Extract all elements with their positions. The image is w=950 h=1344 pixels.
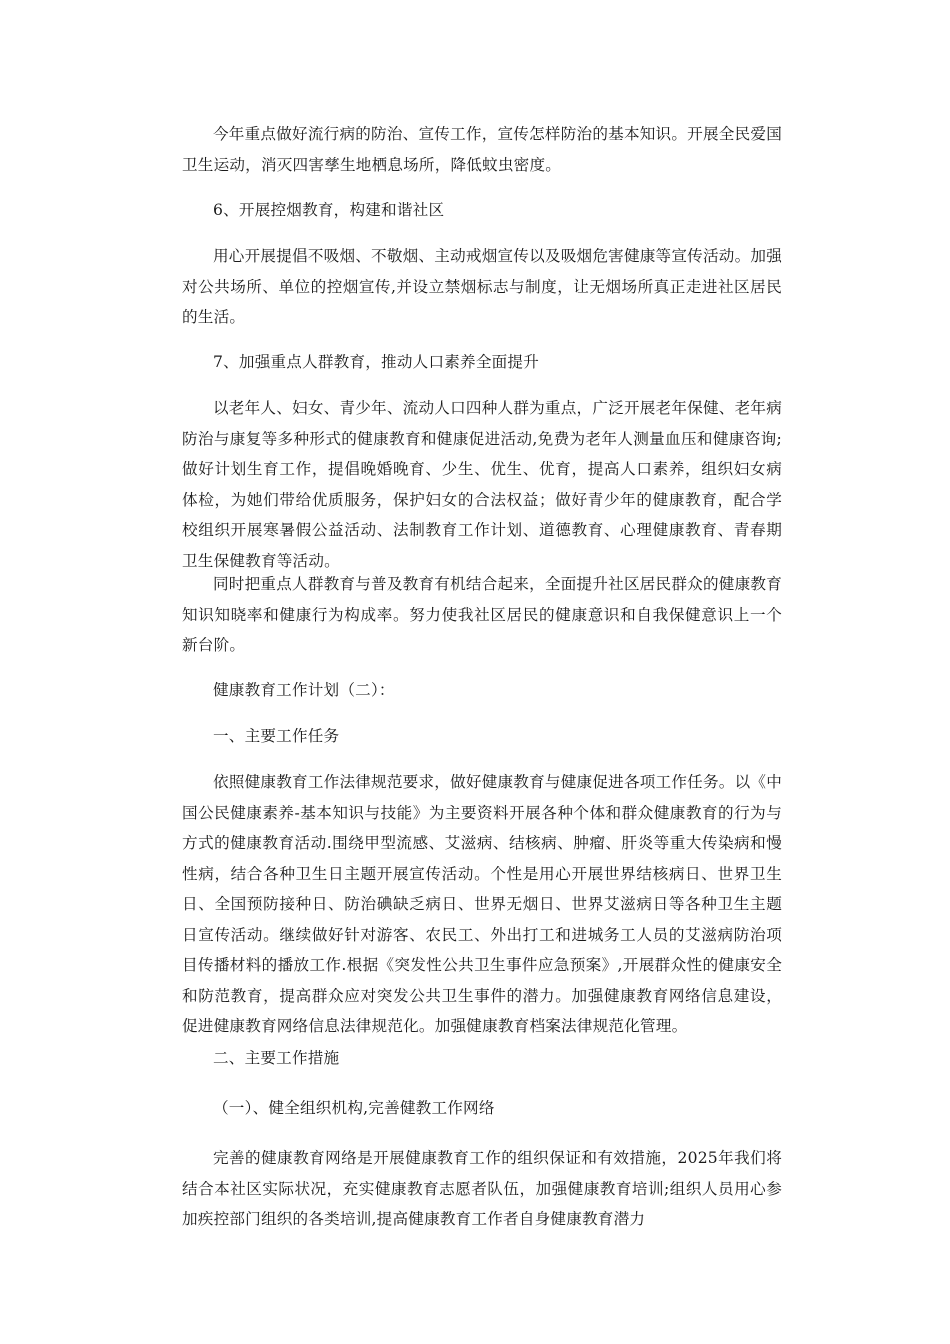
heading-organization: （一）、健全组织机构,完善健教工作网络 [213, 1099, 495, 1117]
heading-key-groups: 7、加强重点人群教育，推动人口素养全面提升 [213, 353, 539, 371]
paragraph-epidemic-prevention: 今年重点做好流行病的防治、宣传工作，宣传怎样防治的基本知识。开展全民爱国卫生运动，消灭四害孳生地栖息场所，降低蚊虫密度。 [182, 125, 782, 174]
paragraph-key-groups: 以老年人、妇女、青少年、流动人口四种人群为重点，广泛开展老年保健、老年病防治与康复等多种形式的健康教育和健康促进活动,免费为老年人测量血压和健康咨询;做好计划生育工作，提倡晚婚晚育、少生、优生、优育，提高人口素养，组织妇女病体检，为她们带给优质服务，保护妇女的合法权益；做好青少年的健康教育，配合学校组织开展寒暑假公益活动、法制教育工作计划、道德教育、心理健康教育、青春期卫生保健教育等活动。 [182, 399, 782, 570]
paragraph-main-tasks: 依照健康教育工作法律规范要求，做好健康教育与健康促进各项工作任务。以《中国公民健康素养-基本知识与技能》为主要资料开展各种个体和群众健康教育的行为与方式的健康教育活动.围绕甲型流感、艾滋病、结核病、肿瘤、肝炎等重大传染病和慢性病，结合各种卫生日主题开展宣传活动。个性是用心开展世界结核病日、世界卫生日、全国预防接种日、防治碘缺乏病日、世界无烟日、世界艾滋病日等各种卫生主题日宣传活动。继续做好针对游客、农民工、外出打工和进城务工人员的艾滋病防治项目传播材料的播放工作.根据《突发性公共卫生事件应急预案》,开展群众性的健康安全和防范教育，提高群众应对突发公共卫生事件的潜力。加强健康教育网络信息建设，促进健康教育网络信息法律规范化。加强健康教育档案法律规范化管理。 [182, 773, 782, 1035]
heading-main-tasks: 一、主要工作任务 [213, 727, 340, 745]
heading-plan-two: 健康教育工作计划（二）： [213, 681, 395, 699]
paragraph-organization: 完善的健康教育网络是开展健康教育工作的组织保证和有效措施，2025年我们将结合本社区实际状况，充实健康教育志愿者队伍，加强健康教育培训;组织人员用心参加疾控部门组织的各类培训,提高健康教育工作者自身健康教育潜力 [182, 1149, 782, 1228]
heading-main-measures: 二、主要工作措施 [213, 1049, 340, 1067]
heading-tobacco-control: 6、开展控烟教育，构建和谐社区 [213, 201, 445, 219]
paragraph-tobacco-control: 用心开展提倡不吸烟、不敬烟、主动戒烟宣传以及吸烟危害健康等宣传活动。加强对公共场所、单位的控烟宣传,并设立禁烟标志与制度，让无烟场所真正走进社区居民的生活。 [182, 247, 782, 326]
paragraph-combined-education: 同时把重点人群教育与普及教育有机结合起来，全面提升社区居民群众的健康教育知识知晓率和健康行为构成率。努力使我社区居民的健康意识和自我保健意识上一个新台阶。 [182, 575, 782, 654]
